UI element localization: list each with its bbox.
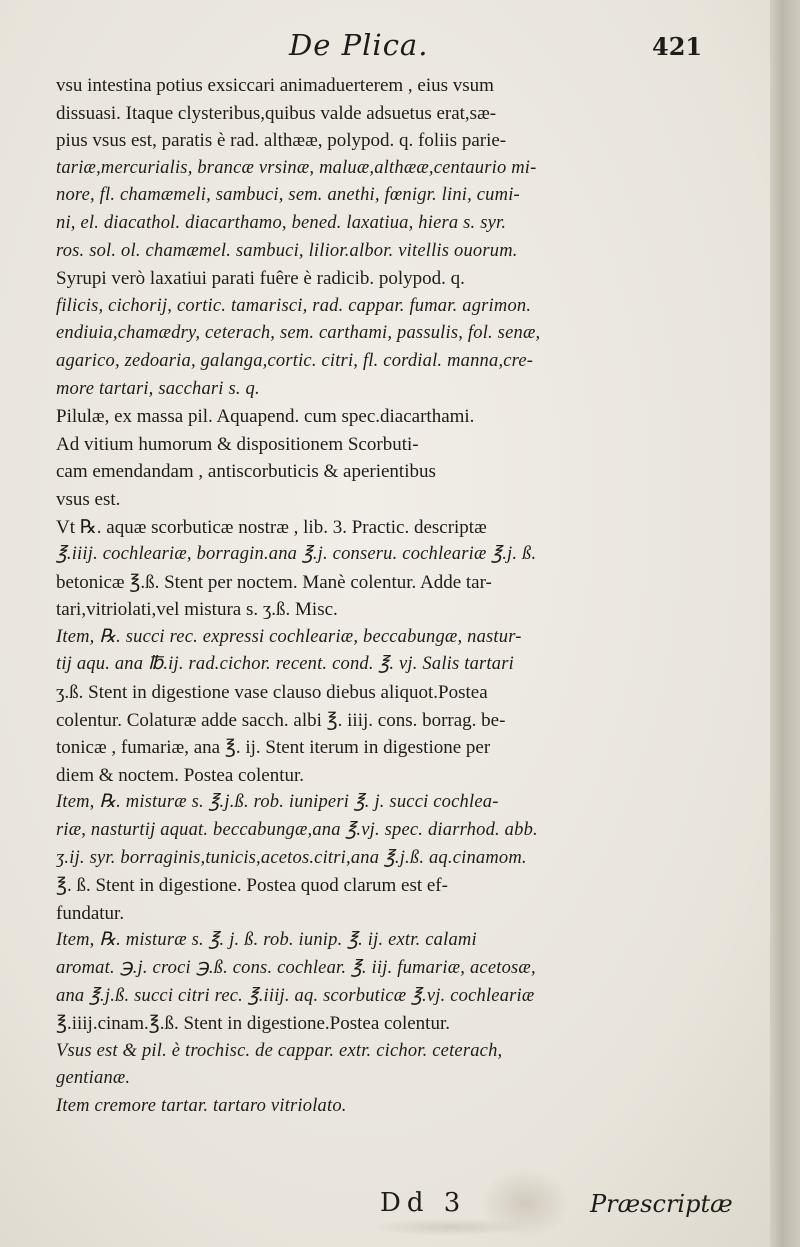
text-line: Item, ℞. misturæ s. ℥.j.ß. rob. iuniperi ℥. j. succi cochlea- — [56, 792, 499, 813]
text-line: cam emendandam , antiscorbuticis & aperientibus — [56, 461, 436, 483]
text-line: Ad vitium humorum & dispositionem Scorbuti- — [56, 433, 419, 455]
text-line: Item cremore tartar. tartaro vitriolato. — [56, 1095, 347, 1116]
text-line: tij aqu. ana ℔.ij. rad.cichor. recent. cond. ℥. vj. Salis tartari — [56, 654, 514, 675]
text-line: filicis, cichorij, cortic. tamarisci, rad. cappar. fumar. agrimon. — [56, 295, 532, 316]
text-line: vsu intestina potius exsiccari animaduerterem , eius vsum — [56, 75, 494, 96]
text-line: colentur. Colaturæ adde sacch. albi ℥. iiij. cons. borrag. be- — [56, 709, 506, 731]
text-line: ana ℥.j.ß. succi citri rec. ℥.iiij. aq. scorbuticæ ℥.vj. cochleariæ — [56, 985, 535, 1006]
running-title: De Plica. — [289, 28, 429, 62]
text-line: dissuasi. Itaque clysteribus,quibus valde adsuetus erat,sæ- — [56, 102, 497, 124]
text-line: riæ, nasturtij aquat. beccabungæ,ana ℥.vj. spec. diarrhod. abb. — [56, 820, 538, 841]
text-line: Vsus est & pil. è trochisc. de cappar. extr. cichor. ceterach, — [56, 1040, 503, 1061]
text-line: Item, ℞. succi rec. expressi cochleariæ, beccabungæ, nastur- — [56, 626, 522, 647]
text-line: Pilulæ, ex massa pil. Aquapend. cum spec.diacarthami. — [56, 406, 475, 428]
page-number: 421 — [652, 32, 703, 61]
text-line: endiuia,chamædry, ceterach, sem. carthami, passulis, fol. senæ, — [56, 323, 541, 344]
text-line: ros. sol. ol. chamæmel. sambuci, lilior.albor. vitellis ouorum. — [56, 240, 518, 261]
body-text — [56, 72, 758, 1121]
text-line: ℥. ß. Stent in digestione. Postea quod clarum est ef- — [56, 875, 448, 897]
text-line: Syrupi verò laxatiui parati fuêre è radicib. polypod. q. — [56, 268, 465, 290]
text-line: aromat. ℈.j. croci ℈.ß. cons. cochlear. ℥. iij. fumariæ, acetosæ, — [56, 958, 536, 978]
text-line: Item, ℞. misturæ s. ℥. j. ß. rob. iunip. ℥. ij. extr. calami — [56, 930, 477, 951]
text-line: agarico, zedoaria, galanga,cortic. citri, fl. cordial. manna,cre- — [56, 350, 534, 371]
text-line: diem & noctem. Postea colentur. — [56, 764, 305, 786]
catchword: Præscriptæ — [590, 1190, 733, 1218]
text-line: ʒ.ß. Stent in digestione vase clauso diebus aliquot.Postea — [56, 682, 488, 704]
page-fore-edge — [770, 0, 800, 1247]
text-line: tari,vitriolati,vel mistura s. ʒ.ß. Misc. — [56, 599, 338, 621]
text-line: ni, el. diacathol. diacarthamo, bened. laxatiua, hiera s. syr. — [56, 212, 507, 233]
text-line: fundatur. — [56, 902, 125, 924]
text-line: tonicæ , fumariæ, ana ℥. ij. Stent iterum in digestione per — [56, 737, 491, 759]
text-line: ℥.iiij.cinam.℥.ß. Stent in digestione.Postea colentur. — [56, 1013, 450, 1035]
text-line: gentianæ. — [56, 1068, 131, 1089]
text-line: tariæ,mercurialis, brancæ vrsinæ, maluæ,althææ,centaurio mi- — [56, 157, 537, 178]
text-line: betonicæ ℥.ß. Stent per noctem. Manè colentur. Adde tar- — [56, 571, 492, 593]
running-header — [60, 28, 760, 72]
text-line: nore, fl. chamæmeli, sambuci, sem. anethi, fœnigr. lini, cumi- — [56, 185, 520, 206]
text-line: more tartari, sacchari s. q. — [56, 378, 260, 399]
text-line: Vt ℞. aquæ scorbuticæ nostræ , lib. 3. Practic. descriptæ — [56, 516, 487, 538]
text-line: vsus est. — [56, 488, 121, 510]
signature-mark: Dd 3 — [380, 1188, 467, 1218]
text-line: pius vsus est, paratis è rad. althææ, polypod. q. foliis parie- — [56, 130, 507, 152]
text-line: ℥.iiij. cochleariæ, borragin.ana ℥.j. conseru. cochleariæ ℥.j. ß. — [56, 544, 537, 565]
text-line: ʒ.ij. syr. borraginis,tunicis,acetos.citri,ana ℥.j.ß. aq.cinamom. — [56, 847, 527, 868]
page-footer — [60, 1188, 760, 1228]
